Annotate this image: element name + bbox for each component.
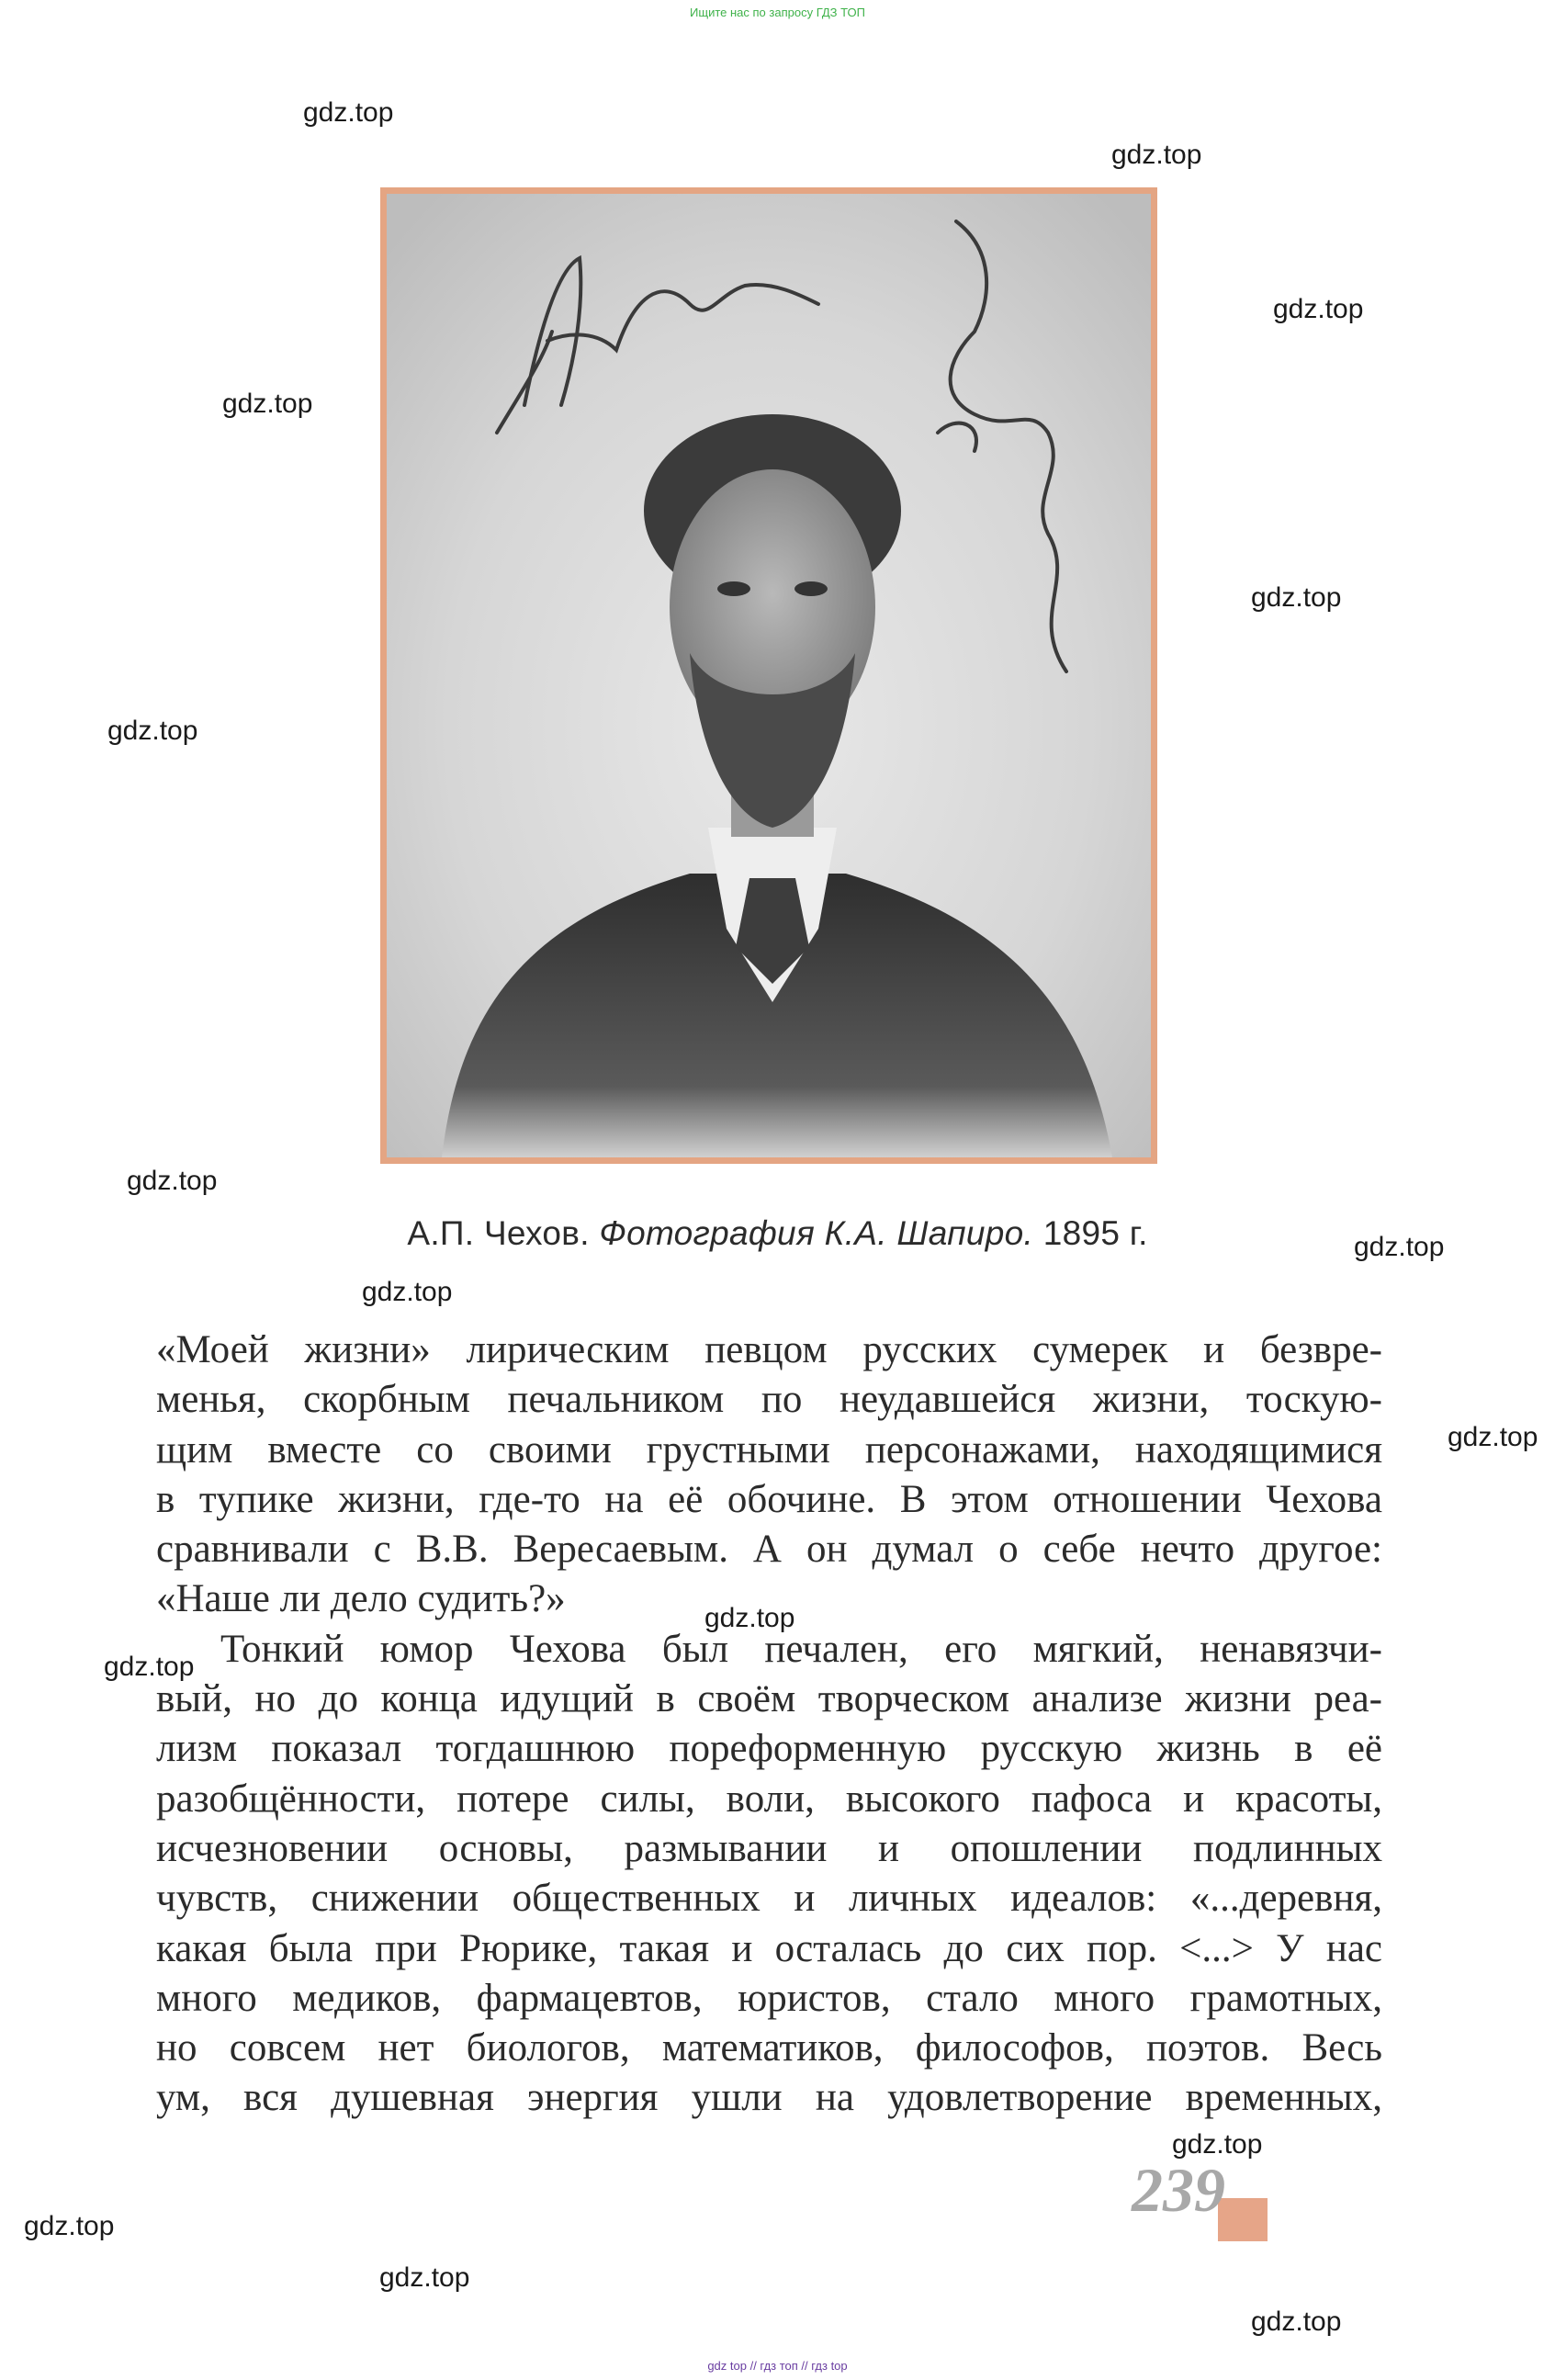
text-line: лизм показал тогдашнюю пореформенную русскую жизнь в её: [156, 1727, 1382, 1771]
text-line: Тонкий юмор Чехова был печален, его мягкий, ненавязчи-: [220, 1627, 1382, 1671]
portrait-photo: [380, 187, 1157, 1164]
watermark: gdz.top: [1251, 582, 1342, 613]
watermark: gdz.top: [24, 2211, 115, 2241]
watermark: gdz.top: [107, 716, 198, 746]
watermark: gdz.top: [1354, 1232, 1445, 1262]
caption-name: А.П. Чехов.: [407, 1214, 590, 1252]
text-line: ум, вся душевная энергия ушли на удовлетворение временных,: [156, 2076, 1382, 2120]
body-text: [156, 1325, 1382, 2124]
text-line: чувств, снижении общественных и личных идеалов: «...деревня,: [156, 1877, 1382, 1921]
watermark: gdz.top: [1172, 2129, 1263, 2160]
text-line: исчезновении основы, размывании и опошлении подлинных: [156, 1826, 1382, 1870]
text-line: в тупике жизни, где-то на её обочине. В этом отношении Чехова: [156, 1477, 1382, 1521]
watermark: gdz.top: [127, 1166, 218, 1196]
text-line: какая была при Рюрике, такая и осталась до сих пор. <...> У нас: [156, 1926, 1382, 1970]
text-line: сравнивали с В.В. Вересаевым. А он думал о себе нечто другое:: [156, 1528, 1382, 1572]
footer-links[interactable]: gdz top // гдз топ // гдз top: [707, 2359, 848, 2373]
top-note: Ищите нас по запросу ГДЗ ТОП: [690, 6, 865, 19]
text-line: вый, но до конца идущий в своём творческом анализе жизни реа-: [156, 1677, 1382, 1721]
watermark: gdz.top: [1273, 294, 1364, 324]
watermark: gdz.top: [1448, 1422, 1538, 1452]
text-line: «Наше ли дело судить?»: [156, 1577, 566, 1621]
watermark: gdz.top: [222, 389, 313, 419]
watermark: gdz.top: [1111, 140, 1202, 170]
text-line: щим вместе со своими грустными персонажами, находящимися: [156, 1427, 1382, 1472]
watermark: gdz.top: [303, 97, 394, 128]
page-corner-tab: [1218, 2198, 1268, 2241]
watermark: gdz.top: [104, 1652, 195, 1682]
photo-caption: [0, 1214, 1555, 1253]
text-line: разобщённости, потере силы, воли, высокого пафоса и красоты,: [156, 1777, 1382, 1821]
watermark: gdz.top: [362, 1277, 453, 1307]
caption-credit: Фотография К.А. Шапиро.: [599, 1214, 1034, 1252]
caption-year: 1895 г.: [1042, 1214, 1148, 1252]
text-line: много медиков, фармацевтов, юристов, стало много грамотных,: [156, 1976, 1382, 2020]
watermark: gdz.top: [704, 1603, 795, 1633]
text-line: менья, скорбным печальником по неудавшейся жизни, тоскую-: [156, 1378, 1382, 1422]
watermark: gdz.top: [1251, 2307, 1342, 2337]
page-number: 239: [1132, 2155, 1225, 2225]
text-line: «Моей жизни» лирическим певцом русских сумерек и безвре-: [156, 1328, 1382, 1371]
text-line: но совсем нет биологов, математиков, философов, поэтов. Весь: [156, 2026, 1382, 2070]
watermark: gdz.top: [379, 2262, 470, 2293]
